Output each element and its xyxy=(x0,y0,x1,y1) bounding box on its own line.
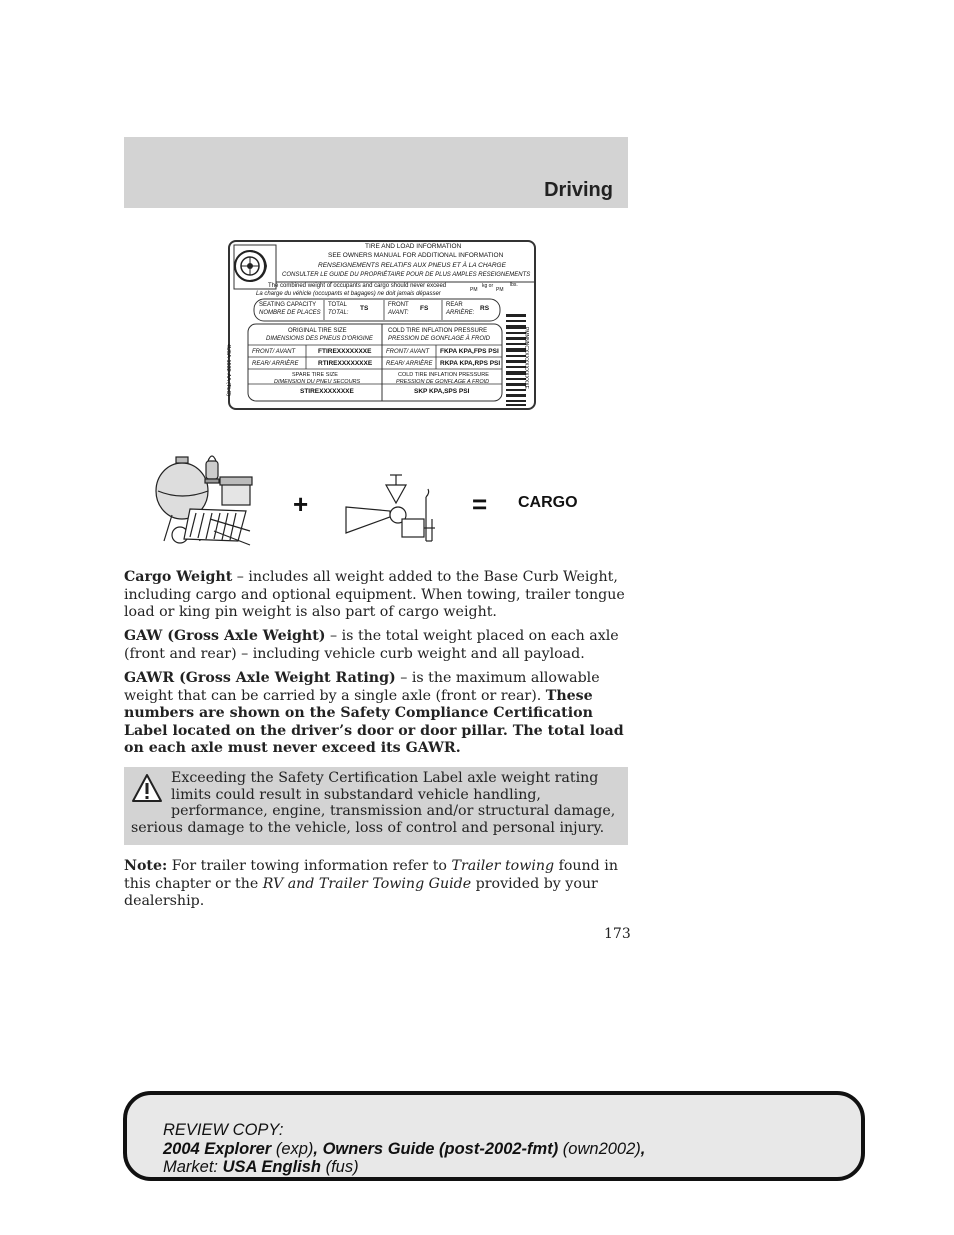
tl-spare-tire-code: STIREXXXXXXXE xyxy=(300,388,354,395)
tl-cold-pressure-fr: PRESSION DE GONFLAGE À FROID xyxy=(388,336,491,342)
tl-rear: REAR xyxy=(446,302,463,308)
tl-rear-arriere: REAR/ ARRIÈRE xyxy=(252,361,299,367)
gawr-paragraph xyxy=(124,670,628,758)
tl-part-number: 4U5A-1532-AA (TLC) xyxy=(225,343,232,397)
review-line-3 xyxy=(163,1158,645,1177)
tl-front-tire-code: FTIREXXXXXXXE xyxy=(318,348,372,355)
camping-gear-illustration xyxy=(156,456,252,545)
note-text-3: provided by your dealership. xyxy=(124,875,598,909)
header-band xyxy=(124,137,628,208)
tl-title-fr: RENSEIGNEMENTS RELATIFS AUX PNEUS ET À LA CHARGE xyxy=(318,262,506,269)
tl-title: TIRE AND LOAD INFORMATION xyxy=(365,243,462,250)
note-text-1: For trailer towing information refer to xyxy=(167,858,452,874)
section-title: Driving xyxy=(544,179,613,201)
review-copy-box xyxy=(123,1091,865,1181)
tl-front-avant: FRONT/ AVANT xyxy=(252,349,296,355)
cargo-weight-paragraph xyxy=(124,569,628,622)
tl-front-code: FS xyxy=(420,305,429,312)
review-market-code: (fus) xyxy=(321,1158,359,1176)
gawr-text: – is the maximum allowable weight that can be carried by a single axle (front or rear). xyxy=(124,670,600,704)
page-number: 173 xyxy=(604,926,631,942)
tl-original-size-fr: DIMENSIONS DES PNEUS D'ORIGINE xyxy=(266,336,373,342)
tl-combined-weight: The combined weight of occupants and cargo should never exceed xyxy=(268,283,447,289)
note-paragraph xyxy=(124,858,628,911)
equals-sign: = xyxy=(472,489,488,519)
tl-spare-size-fr: DIMENSION DU PNEU SECOURS xyxy=(274,379,361,385)
tl-front-avant-2: FRONT/ AVANT xyxy=(386,349,430,355)
warning-box xyxy=(124,767,628,845)
cargo-result-label: CARGO xyxy=(518,494,578,511)
tl-barcode-text: PMNNNCXXXXXXXXXXXE xyxy=(522,327,529,389)
review-guide: , Owners Guide (post-2002-fmt) xyxy=(313,1139,559,1158)
review-market-label: Market: xyxy=(163,1158,223,1176)
tl-kg-unit: kg or xyxy=(482,283,494,289)
tl-rear-pressure: RKPA KPA,RPS PSI xyxy=(440,360,501,367)
gaw-term: GAW (Gross Axle Weight) xyxy=(124,628,326,644)
tire-icon xyxy=(235,251,266,281)
review-line-2 xyxy=(163,1140,645,1159)
review-model-code: (exp) xyxy=(271,1139,314,1158)
tl-lbs-unit: lbs. xyxy=(510,282,518,288)
tl-cold-pressure: COLD TIRE INFLATION PRESSURE xyxy=(388,328,488,334)
warning-triangle-icon xyxy=(131,773,163,805)
trailer-hitch-illustration xyxy=(346,475,435,541)
gawr-bold-text: These numbers are shown on the Safety Compliance Certification Label located on the driver’s door or door pillar. The total load on each axle must never exceed its GAWR. xyxy=(124,687,624,756)
tl-total: TOTAL xyxy=(328,302,347,308)
tl-rear-arriere-2: REAR/ ARRIÈRE xyxy=(386,361,433,367)
note-italic-1: Trailer towing xyxy=(451,858,555,874)
gaw-paragraph xyxy=(124,628,628,663)
tl-see-manual-fr: CONSULTER LE GUIDE DU PROPRIÉTAIRE POUR DE PLUS AMPLES RESEIGNEMENTS xyxy=(282,272,531,278)
tl-cold-pressure-fr-2: PRESSION DE GONFLAGE A FROID xyxy=(396,379,490,385)
tl-combined-weight-fr: La charge du véhicle (occupants et bagages) ne doit jamais dépasser xyxy=(256,291,441,297)
cargo-weight-term: Cargo Weight xyxy=(124,569,233,585)
note-text-2: found in this chapter or the xyxy=(124,858,618,892)
note-label: Note: xyxy=(124,858,168,874)
tl-front-pressure: FKPA KPA,FPS PSI xyxy=(440,348,499,355)
tl-spare-size: SPARE TIRE SIZE xyxy=(292,372,338,378)
review-line-1: REVIEW COPY: xyxy=(163,1121,284,1139)
tl-spare-pressure: SKP KPA,SPS PSI xyxy=(414,388,470,395)
tl-rear-tire-code: RTIREXXXXXXXE xyxy=(318,360,373,367)
tl-front-fr: AVANT: xyxy=(388,310,409,316)
tl-front: FRONT xyxy=(388,302,409,308)
tl-cold-pressure-2: COLD TIRE INFLATION PRESSURE xyxy=(398,372,489,378)
review-market: USA English xyxy=(222,1158,322,1176)
tl-pm1: PM xyxy=(470,287,478,293)
tl-seating-fr: NOMBRE DE PLACES xyxy=(259,310,321,316)
plus-sign: + xyxy=(293,489,309,519)
tire-load-label xyxy=(225,240,536,410)
review-guide-code: (own2002) xyxy=(558,1139,641,1158)
tl-see-manual: SEE OWNERS MANUAL FOR ADDITIONAL INFORMATION xyxy=(328,252,504,259)
warning-text: Exceeding the Safety Certification Label axle weight rating limits could result in substandard vehicle handling, performance, engine, transmission and/or structural damage, serious damage to the vehicle, loss of control and personal injury. xyxy=(131,770,616,836)
cargo-weight-text: – includes all weight added to the Base Curb Weight, including cargo and optional equipment. When towing, trailer tongue load or king pin weight is also part of cargo weight. xyxy=(124,569,625,620)
review-comma: , xyxy=(640,1139,646,1158)
tl-rear-fr: ARRIÈRE: xyxy=(446,310,475,316)
tl-rear-code: RS xyxy=(480,305,490,312)
tl-total-code: TS xyxy=(360,305,369,312)
tl-pm2: PM xyxy=(496,287,504,293)
review-model: 2004 Explorer xyxy=(163,1139,272,1158)
tl-seating: SEATING CAPACITY xyxy=(259,302,317,308)
gawr-term: GAWR (Gross Axle Weight Rating) xyxy=(124,670,396,686)
tl-original-size: ORIGINAL TIRE SIZE xyxy=(288,328,347,334)
note-italic-2: RV and Trailer Towing Guide xyxy=(262,875,472,892)
gaw-text: – is the total weight placed on each axle (front and rear) – including vehicle curb weight and all payload. xyxy=(124,628,619,662)
tl-total-fr: TOTAL: xyxy=(328,310,349,316)
